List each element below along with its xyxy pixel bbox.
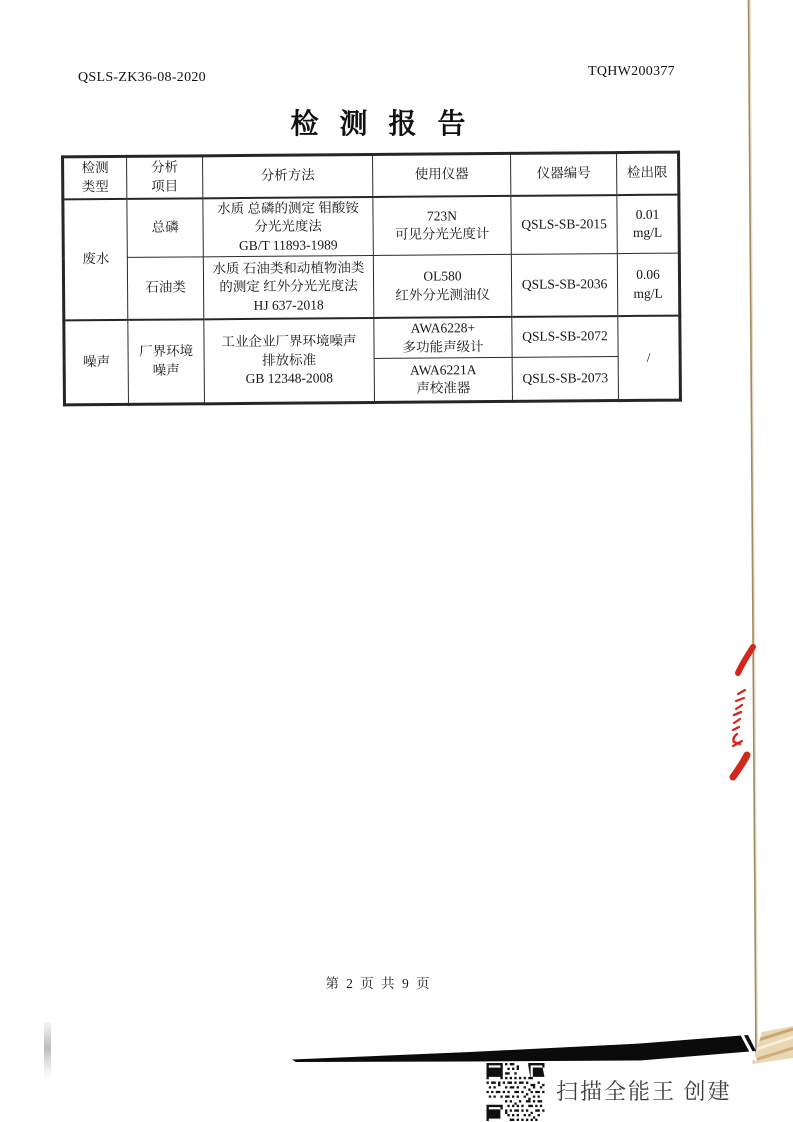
- col-header-test-type: 检测 类型: [63, 156, 127, 199]
- cell-instrument-ol580: OL580 红外分光测油仪: [373, 255, 511, 318]
- page-number: 第 2 页 共 9 页: [325, 976, 432, 991]
- wood-desk-corner: [748, 1026, 793, 1064]
- cell-item-petroleum: 石油类: [127, 257, 203, 320]
- cell-instrument-723n: 723N 可见分光光度计: [373, 195, 511, 255]
- qr-code-icon: [486, 1063, 545, 1121]
- table-row-total-phosphorus: [63, 194, 679, 258]
- cell-instrument-awa6221a: AWA6221A 声校准器: [374, 358, 512, 403]
- gray-smudge: [44, 1022, 51, 1080]
- cell-instrument-no-2073: QSLS-SB-2073: [512, 357, 618, 402]
- camscanner-watermark-label: 扫描全能王 创建: [556, 1079, 732, 1104]
- analysis-methods-table: [61, 151, 682, 407]
- cell-instrument-no-2036: QSLS-SB-2036: [511, 254, 617, 317]
- col-header-analysis-method: 分析方法: [203, 154, 373, 197]
- cell-limit-petroleum: 0.06 mg/L: [617, 253, 679, 315]
- table-row-petroleum: [63, 253, 679, 320]
- cell-item-boundary-noise: 厂界环境 噪声: [128, 319, 205, 404]
- page-edge-line: [749, 0, 758, 1057]
- cell-instrument-no-2015: QSLS-SB-2015: [511, 195, 617, 255]
- cell-method-petroleum: 水质 石油类和动植物油类 的测定 红外分光光度法 HJ 637-2018: [203, 256, 373, 319]
- report-number-right: TQHW200377: [588, 64, 675, 79]
- col-header-instrument: 使用仪器: [373, 153, 511, 196]
- table-container: [62, 153, 681, 404]
- cell-limit-noise: /: [618, 315, 681, 400]
- col-header-instrument-no: 仪器编号: [511, 153, 617, 196]
- red-seal-fragment-icon: [733, 647, 753, 777]
- cell-instrument-awa6228: AWA6228+ 多功能声级计: [374, 317, 512, 359]
- page-title: 检 测 报 告: [290, 109, 473, 140]
- cell-item-total-phosphorus: 总磷: [127, 198, 203, 258]
- cell-type-noise: 噪声: [64, 320, 129, 405]
- scanner-shadow-wedge: [292, 1031, 756, 1062]
- cell-limit-total-phosphorus: 0.01 mg/L: [617, 194, 679, 254]
- table-header-row: [63, 152, 679, 199]
- document-number-left: QSLS-ZK36-08-2020: [78, 70, 206, 85]
- cell-method-total-phosphorus: 水质 总磷的测定 钼酸铵 分光光度法 GB/T 11893-1989: [203, 196, 373, 257]
- cell-type-wastewater: 废水: [63, 198, 128, 320]
- col-header-detection-limit: 检出限: [617, 152, 679, 194]
- col-header-analysis-item: 分析 项目: [127, 156, 203, 199]
- cell-method-noise: 工业企业厂界环境噪声 排放标准 GB 12348-2008: [204, 318, 375, 404]
- table-row-noise-1: [64, 315, 680, 361]
- cell-instrument-no-2072: QSLS-SB-2072: [512, 316, 618, 358]
